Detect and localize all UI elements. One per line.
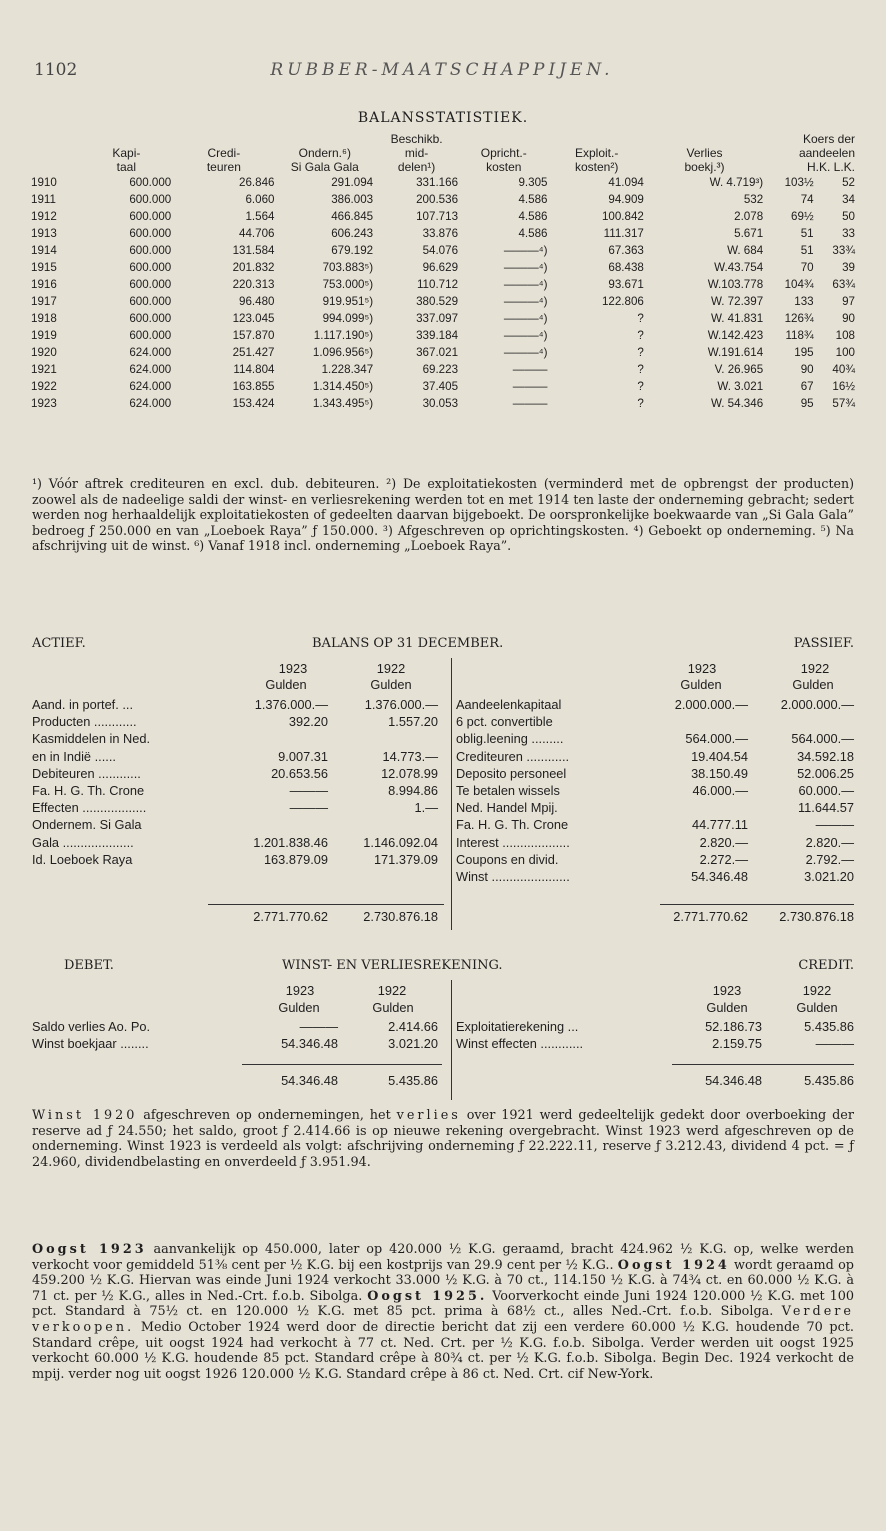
cell-besch: 200.536	[416, 193, 459, 206]
cell-expl: 93.671	[608, 278, 644, 291]
cell-hk: 195	[794, 346, 814, 359]
table-row	[30, 344, 856, 361]
debet-heading: DEBET.	[64, 958, 114, 973]
balans-passief-unit1: Gulden	[680, 677, 722, 692]
cell-lk: 33¾	[832, 244, 855, 257]
table-row	[30, 327, 856, 344]
entry-value-2: ———	[815, 1036, 854, 1051]
cell-ond: 606.243	[331, 227, 374, 240]
cell-kap: 600.000	[129, 210, 172, 223]
cell-opr: ———⁴)	[503, 278, 548, 291]
entry-value-2: 1.—	[414, 800, 438, 816]
cell-verl: V. 26.965	[714, 363, 764, 376]
cell-lk: 34	[842, 193, 855, 206]
entry-value-2: 60.000.—	[798, 783, 854, 798]
entry-label: Producten ............	[32, 714, 137, 730]
cell-verl: 5.671	[734, 227, 764, 240]
cell-opr: 4.586	[518, 227, 548, 240]
cell-opr: ———	[512, 363, 548, 376]
wv-heading	[32, 958, 854, 976]
winst-paragraph: Winst 1920 afgeschreven op ondernemingen, het verlies over 1921 werd gedeeltelijk gedekt door overboeking der reserve ad ƒ 24.550; het saldo, groot ƒ 2.414.66 is op nieuwe rekening overgebracht. Winst 1923 werd afgeschreven op de onderneming. Winst 1923 is verdeeld als volgt: afschrijving onderneming ƒ 22.222.11, reserve ƒ 3.212.43, dividend 4 pct. = ƒ 24.960, dividendbelasting en onverdeeld ƒ 3.951.94.	[32, 1108, 854, 1170]
entry-value-1: 20.653.56	[271, 765, 328, 781]
cell-kap: 600.000	[129, 329, 172, 342]
entry-label: Ondernem. Si Gala	[32, 817, 142, 833]
cell-ond: 386.003	[331, 193, 374, 206]
entry-label: Winst ......................	[456, 869, 570, 884]
cell-cred: 131.584	[232, 244, 275, 257]
cell-lk: 39	[842, 261, 855, 274]
wv-debet-unit2: Gulden	[372, 1000, 414, 1015]
cell-hk: 95	[800, 397, 814, 410]
entry-value-2: 8.994.86	[388, 783, 438, 798]
cell-kap: 624.000	[129, 346, 172, 359]
entry-value-1	[642, 713, 748, 730]
cell-lk: 52	[842, 176, 855, 189]
cell-besch: 337.097	[416, 312, 459, 325]
cell-besch: 110.712	[416, 278, 459, 291]
cell-ond: 466.845	[331, 210, 374, 223]
cell-ond: 919.951⁵)	[322, 295, 374, 308]
entry-value-2: 14.773.—	[382, 748, 438, 764]
balans-actief-year1: 1923	[278, 661, 308, 676]
cell-ond: 994.099⁵)	[322, 312, 374, 325]
cell-besch: 54.076	[422, 244, 459, 257]
actief-heading: ACTIEF.	[32, 636, 86, 651]
cell-verl: W. 41.831	[710, 312, 764, 325]
cell-expl: ?	[637, 363, 644, 376]
cell-year: 1923	[31, 397, 57, 410]
table-row	[30, 276, 856, 293]
entry-value-2: 12.078.99	[381, 765, 438, 781]
cell-cred: 153.424	[232, 397, 275, 410]
cell-year: 1910	[31, 176, 57, 189]
table-row	[30, 293, 856, 310]
cell-cred: 96.480	[239, 295, 275, 308]
cell-kap: 600.000	[129, 261, 172, 274]
entry-label: Exploitatierekening ...	[456, 1019, 579, 1034]
entry-label: Crediteuren ............	[456, 748, 570, 764]
footnotes: ¹) Vóór aftrek crediteuren en excl. dub. debiteuren. ²) De exploitatiekosten (verminderd met de opbrengst der producten) zoowel als de nadeelige saldi der winst- en verliesrekening werden tot en met 1914 ten laste der onderneming gebracht; sedert werden nog herhaaldelijk exploitatiekosten of gedeelten daarvan bijgeboekt. De oorspronkelijke boekwaarde van „Si Gala Gala” bedroeg ƒ 250.000 en van „Loeboek Raya” ƒ 150.000. ³) Afgeschreven op oprichtingskosten. ⁴) Geboekt op onderneming. ⁵) Na afschrijving uit de winst. ⁶) Vanaf 1918 incl. onderneming „Loeboek Raya”.	[32, 476, 854, 554]
entry-value-2	[332, 816, 438, 833]
entry-label: Id. Loeboek Raya	[32, 851, 133, 867]
cell-hk: 118¾	[785, 329, 814, 342]
running-title: RUBBER-MAATSCHAPPIJEN.	[270, 60, 614, 80]
entry-value-1: 392.20	[288, 714, 328, 730]
running-header	[34, 60, 850, 84]
cell-kap: 600.000	[129, 193, 172, 206]
entry-label: en in Indië ......	[32, 748, 116, 764]
entry-value-1: 19.404.54	[691, 748, 748, 764]
cell-besch: 37.405	[422, 380, 459, 393]
entry-value-2: 2.820.—	[805, 834, 854, 850]
cell-verl: 2.078	[734, 210, 764, 223]
cell-besch: 69.223	[422, 363, 459, 376]
cell-kap: 600.000	[129, 227, 172, 240]
balans-actief-unit1: Gulden	[265, 677, 307, 692]
table-row	[30, 174, 856, 191]
cell-year: 1912	[31, 210, 57, 223]
cell-ond: 291.094	[331, 176, 374, 189]
entry-value-1: ———	[289, 800, 328, 816]
cell-kap: 600.000	[129, 176, 172, 189]
cell-lk: 16½	[832, 380, 855, 393]
cell-kap: 624.000	[129, 363, 172, 376]
wv-credit-year2: 1922	[802, 983, 832, 998]
cell-year: 1918	[31, 312, 57, 325]
cell-expl: 68.438	[608, 261, 644, 274]
cell-verl: W. 684	[727, 244, 764, 257]
wv-credit-total1: 54.346.48	[705, 1073, 762, 1088]
cell-opr: ———⁴)	[503, 261, 548, 274]
table-row	[30, 378, 856, 395]
cell-year: 1915	[31, 261, 57, 274]
cell-verl: 532	[743, 193, 764, 206]
balans-passief-year1: 1923	[687, 661, 717, 676]
cell-expl: 111.317	[603, 227, 644, 240]
page-number: 1102	[34, 60, 78, 80]
cell-year: 1911	[31, 193, 56, 206]
cell-besch: 339.184	[416, 329, 459, 342]
cell-cred: 114.804	[233, 363, 275, 376]
cell-kap: 600.000	[129, 312, 172, 325]
entry-label: Interest ...................	[456, 834, 570, 850]
passief-heading: PASSIEF.	[793, 636, 854, 651]
balans-actief-unit2: Gulden	[370, 677, 412, 692]
balance-statistics-table	[30, 132, 856, 412]
entry-label: Te betalen wissels	[456, 783, 560, 798]
entry-value-1	[208, 730, 328, 747]
table-row	[30, 361, 856, 378]
entry-value-2: 52.006.25	[797, 765, 854, 781]
entry-value-1: 52.186.73	[705, 1019, 762, 1034]
cell-verl: W.43.754	[714, 261, 764, 274]
cell-verl: W.103.778	[707, 278, 764, 291]
cell-hk: 51	[800, 227, 814, 240]
cell-expl: ?	[637, 397, 644, 410]
cell-lk: 108	[835, 329, 855, 342]
cell-besch: 107.713	[416, 210, 459, 223]
cell-besch: 96.629	[422, 261, 459, 274]
wv-debet-total2: 5.435.86	[388, 1073, 438, 1088]
cell-year: 1916	[31, 278, 57, 291]
cell-ond: 1.117.190⁵)	[313, 329, 374, 342]
cell-cred: 220.313	[232, 278, 275, 291]
entry-value-1: 2.272.—	[699, 851, 748, 867]
cell-besch: 367.021	[416, 346, 459, 359]
entry-label: oblig.leening .........	[456, 731, 564, 747]
cell-lk: 50	[842, 210, 855, 223]
cell-hk: 74	[800, 193, 814, 206]
cell-besch: 331.166	[416, 176, 459, 189]
cell-opr: 4.586	[518, 210, 548, 223]
cell-cred: 1.564	[245, 210, 275, 223]
cell-expl: ?	[637, 329, 644, 342]
oogst-paragraph: Oogst 1923 aanvankelijk op 450.000, later op 420.000 ½ K.G. geraamd, bracht 424.962 ½ K.G. op, welke werden verkocht voor gemiddeld 51⅜ cent per ½ K.G. bij een kostprijs van 29.9 cent per ½ K.G.. Oogst 1924 wordt geraamd op 459.200 ½ K.G. Hiervan was einde Juni 1924 verkocht 33.000 ½ K.G. à 70 ct., 114.150 ½ K.G. à 74¾ ct. en 60.000 ½ K.G. à 71 ct. per ½ K.G., alles in Ned.-Crt. f.o.b. Sibolga. Oogst 1925. Voorverkocht einde Juni 1924 120.000 ½ K.G. met 100 pct. Standard à 75½ ct. en 120.000 ½ K.G. met 85 pct. prima à 68½ ct., alles Ned.-Crt. f.o.b. Sibolga. Verdere verkoopen. Medio October 1924 werd door de directie bericht dat zij een verdere 60.000 ½ K.G. houdende 70 pct. Standard crêpe, uit oogst 1924 had verkocht à 77 ct. Ned. Crt. per ½ K.G. f.o.b. Sibolga. Verder werden uit oogst 1925 verkocht 60.000 ½ K.G. houdende 85 pct. Standard crêpe à 80¾ ct. per ½ K.G. f.o.b. Sibolga. Begin Dec. 1924 verkocht de mpij. verder nog uit oogst 1926 120.000 ½ K.G. Standard crêpe à 86 ct. Ned. Crt. cif New-York.	[32, 1242, 855, 1382]
entry-value-1: 54.346.48	[691, 869, 748, 884]
cell-lk: 33	[842, 227, 855, 240]
entry-label: Fa. H. G. Th. Crone	[456, 817, 569, 833]
cell-expl: 67.363	[608, 244, 644, 257]
balans-passief-total1: 2.771.770.62	[673, 909, 748, 924]
balans-actief-year2: 1922	[376, 661, 406, 676]
entry-label: Saldo verlies Ao. Po.	[32, 1019, 151, 1034]
entry-value-2: 3.021.20	[804, 869, 854, 884]
entry-value-2: 1.376.000.—	[364, 697, 438, 712]
entry-label: Winst boekjaar ........	[32, 1036, 149, 1051]
cell-ond: 1.343.495⁵)	[312, 397, 374, 410]
cell-hk: 51	[800, 244, 814, 257]
wv-debet-year1: 1923	[285, 983, 315, 998]
credit-heading: CREDIT.	[798, 958, 854, 973]
cell-cred: 44.706	[239, 227, 275, 240]
cell-cred: 163.855	[232, 380, 275, 393]
cell-year: 1920	[31, 346, 57, 359]
stats-header-row	[30, 132, 856, 174]
cell-expl: 100.842	[601, 210, 644, 223]
entry-value-1: 9.007.31	[278, 748, 328, 764]
cell-expl: 41.094	[608, 176, 644, 189]
cell-ond: 1.096.956⁵)	[312, 346, 374, 359]
cell-expl: 122.806	[601, 295, 644, 308]
cell-hk: 104¾	[784, 278, 814, 291]
entry-value-1	[208, 816, 328, 833]
entry-label: Kasmiddelen in Ned.	[32, 731, 151, 747]
entry-label: Aandeelenkapitaal	[456, 697, 562, 712]
entry-value-1: 163.879.09	[263, 851, 328, 867]
balans-sheet	[32, 658, 854, 928]
cell-cred: 26.846	[239, 176, 275, 189]
entry-label: Gala ....................	[32, 834, 134, 850]
cell-expl: ?	[637, 346, 644, 359]
cell-opr: ———⁴)	[503, 295, 548, 308]
cell-hk: 69½	[791, 210, 814, 223]
entry-value-1: 44.777.11	[692, 817, 748, 833]
entry-label: Aand. in portef. ...	[32, 697, 134, 712]
cell-ond: 1.228.347	[321, 363, 374, 376]
entry-value-1: 46.000.—	[692, 783, 748, 798]
table-row	[30, 242, 856, 259]
cell-opr: 4.586	[518, 193, 548, 206]
wv-debet-year2: 1922	[377, 983, 407, 998]
entry-label: Ned. Handel Mpij.	[456, 800, 558, 816]
wv-credit-total2: 5.435.86	[804, 1073, 854, 1088]
cell-year: 1922	[31, 380, 57, 393]
balans-heading	[32, 636, 854, 654]
entry-label: Fa. H. G. Th. Crone	[32, 783, 145, 798]
balans-title: BALANS OP 31 DECEMBER.	[312, 636, 504, 651]
balans-passief-total2: 2.730.876.18	[779, 909, 854, 924]
cell-cred: 201.832	[232, 261, 275, 274]
entry-label: Winst effecten ............	[456, 1036, 584, 1051]
cell-ond: 753.000⁵)	[322, 278, 374, 291]
entry-value-1	[642, 799, 748, 816]
table-row	[30, 310, 856, 327]
cell-lk: 97	[842, 295, 855, 308]
table-row	[30, 191, 856, 208]
cell-cred: 251.427	[232, 346, 275, 359]
entry-label: Coupons en divid.	[456, 851, 559, 867]
balans-passief-unit2: Gulden	[792, 677, 834, 692]
wv-credit-unit1: Gulden	[706, 1000, 748, 1015]
table-row	[30, 395, 856, 412]
entry-value-2	[748, 713, 854, 730]
cell-cred: 123.045	[232, 312, 275, 325]
col-ondernemingen-header: Ondern.⁶) Si Gala Gala	[290, 146, 359, 174]
cell-kap: 624.000	[129, 380, 172, 393]
entry-value-2: 1.146.092.04	[363, 834, 438, 850]
entry-value-1: 1.376.000.—	[254, 697, 328, 712]
col-crediteuren-header: Credi- teuren	[206, 146, 241, 174]
wv-title: WINST- EN VERLIESREKENING.	[282, 958, 503, 973]
cell-ond: 703.883⁵)	[322, 261, 374, 274]
entry-value-2: 564.000.—	[791, 731, 854, 747]
cell-opr: ———⁴)	[503, 312, 548, 325]
entry-value-1: 54.346.48	[281, 1036, 338, 1051]
cell-verl: W. 4.719³)	[709, 176, 764, 189]
entry-value-2: 171.379.09	[373, 851, 438, 867]
cell-year: 1913	[31, 227, 57, 240]
cell-verl: W.191.614	[707, 346, 764, 359]
cell-kap: 600.000	[129, 278, 172, 291]
table-row	[30, 225, 856, 242]
cell-besch: 380.529	[416, 295, 459, 308]
entry-value-2: 5.435.86	[804, 1019, 854, 1034]
stats-title: BALANSSTATISTIEK.	[357, 110, 529, 126]
cell-year: 1919	[31, 329, 57, 342]
cell-hk: 70	[800, 261, 814, 274]
entry-value-2: 2.792.—	[805, 851, 854, 867]
col-kapitaal-header: Kapi- taal	[112, 146, 141, 174]
cell-besch: 30.053	[422, 397, 459, 410]
cell-hk: 133	[794, 295, 814, 308]
cell-verl: W. 3.021	[717, 380, 764, 393]
wv-debet-total1: 54.346.48	[281, 1073, 338, 1088]
entry-value-2: 34.592.18	[797, 748, 854, 764]
entry-label: Debiteuren ............	[32, 765, 141, 781]
entry-label: Effecten ..................	[32, 800, 147, 816]
cell-lk: 100	[835, 346, 855, 359]
cell-lk: 57¾	[832, 397, 855, 410]
wv-credit-year1: 1923	[712, 983, 742, 998]
entry-value-1: 2.000.000.—	[674, 697, 748, 712]
balans-passief-year2: 1922	[800, 661, 830, 676]
balans-actief-total2: 2.730.876.18	[363, 909, 438, 924]
cell-kap: 600.000	[129, 295, 172, 308]
entry-label: 6 pct. convertible	[456, 714, 553, 730]
cell-kap: 600.000	[129, 244, 172, 257]
entry-value-1: ———	[299, 1019, 338, 1034]
cell-opr: ———	[512, 397, 548, 410]
cell-ond: 679.192	[331, 244, 374, 257]
entry-value-2: ———	[815, 817, 854, 833]
entry-value-2: 3.021.20	[388, 1036, 438, 1051]
cell-verl: W. 54.346	[710, 397, 764, 410]
col-koers-header: Koers der aandeelen H.K. L.K.	[798, 132, 855, 174]
col-exploitatiekosten-header: Exploit.- kosten²)	[575, 146, 619, 174]
entry-value-2: 2.414.66	[388, 1019, 438, 1034]
cell-lk: 90	[842, 312, 855, 325]
entry-label: Deposito personeel	[456, 765, 567, 781]
entry-value-2	[332, 730, 438, 747]
cell-hk: 90	[800, 363, 814, 376]
cell-year: 1921	[31, 363, 57, 376]
entry-value-1: 38.150.49	[691, 765, 748, 781]
cell-hk: 103½	[784, 176, 814, 189]
cell-lk: 40¾	[832, 363, 855, 376]
cell-year: 1914	[31, 244, 57, 257]
cell-expl: ?	[637, 312, 644, 325]
cell-cred: 6.060	[245, 193, 275, 206]
cell-year: 1917	[31, 295, 57, 308]
cell-opr: ———⁴)	[503, 329, 548, 342]
wv-debet-unit1: Gulden	[278, 1000, 320, 1015]
cell-verl: W.142.423	[707, 329, 764, 342]
entry-value-2: 1.557.20	[388, 714, 438, 730]
entry-value-1: 2.820.—	[699, 834, 748, 850]
entry-value-1: 1.201.838.46	[253, 834, 328, 850]
cell-cred: 157.870	[232, 329, 275, 342]
cell-opr: ———⁴)	[503, 244, 548, 257]
cell-verl: W. 72.397	[710, 295, 764, 308]
cell-opr: ———	[512, 380, 548, 393]
col-oprichtingskosten-header: Opricht.- kosten	[480, 146, 527, 174]
col-beschikbaar-header: Beschikb. mid- delen¹)	[390, 132, 443, 174]
cell-expl: 94.909	[608, 193, 644, 206]
cell-kap: 624.000	[129, 397, 172, 410]
wv-credit-unit2: Gulden	[796, 1000, 838, 1015]
cell-besch: 33.876	[422, 227, 459, 240]
wv-sheet	[32, 980, 854, 1100]
balans-actief-total1: 2.771.770.62	[253, 909, 328, 924]
table-row	[30, 259, 856, 276]
table-row	[30, 208, 856, 225]
entry-value-2: 2.000.000.—	[780, 697, 854, 712]
cell-ond: 1.314.450⁵)	[312, 380, 374, 393]
col-verlies-header: Verlies boekj.³)	[684, 146, 725, 174]
stats-body	[30, 174, 856, 412]
cell-opr: ———⁴)	[503, 346, 548, 359]
entry-value-2: 11.644.57	[798, 800, 854, 816]
entry-value-1: 564.000.—	[685, 731, 748, 747]
cell-hk: 67	[800, 380, 814, 393]
cell-expl: ?	[637, 380, 644, 393]
entry-value-1: ———	[289, 783, 328, 798]
cell-lk: 63¾	[832, 278, 855, 291]
col-year-header	[30, 132, 80, 174]
entry-value-1: 2.159.75	[712, 1036, 762, 1051]
cell-opr: 9.305	[518, 176, 548, 189]
cell-hk: 126¾	[784, 312, 814, 325]
